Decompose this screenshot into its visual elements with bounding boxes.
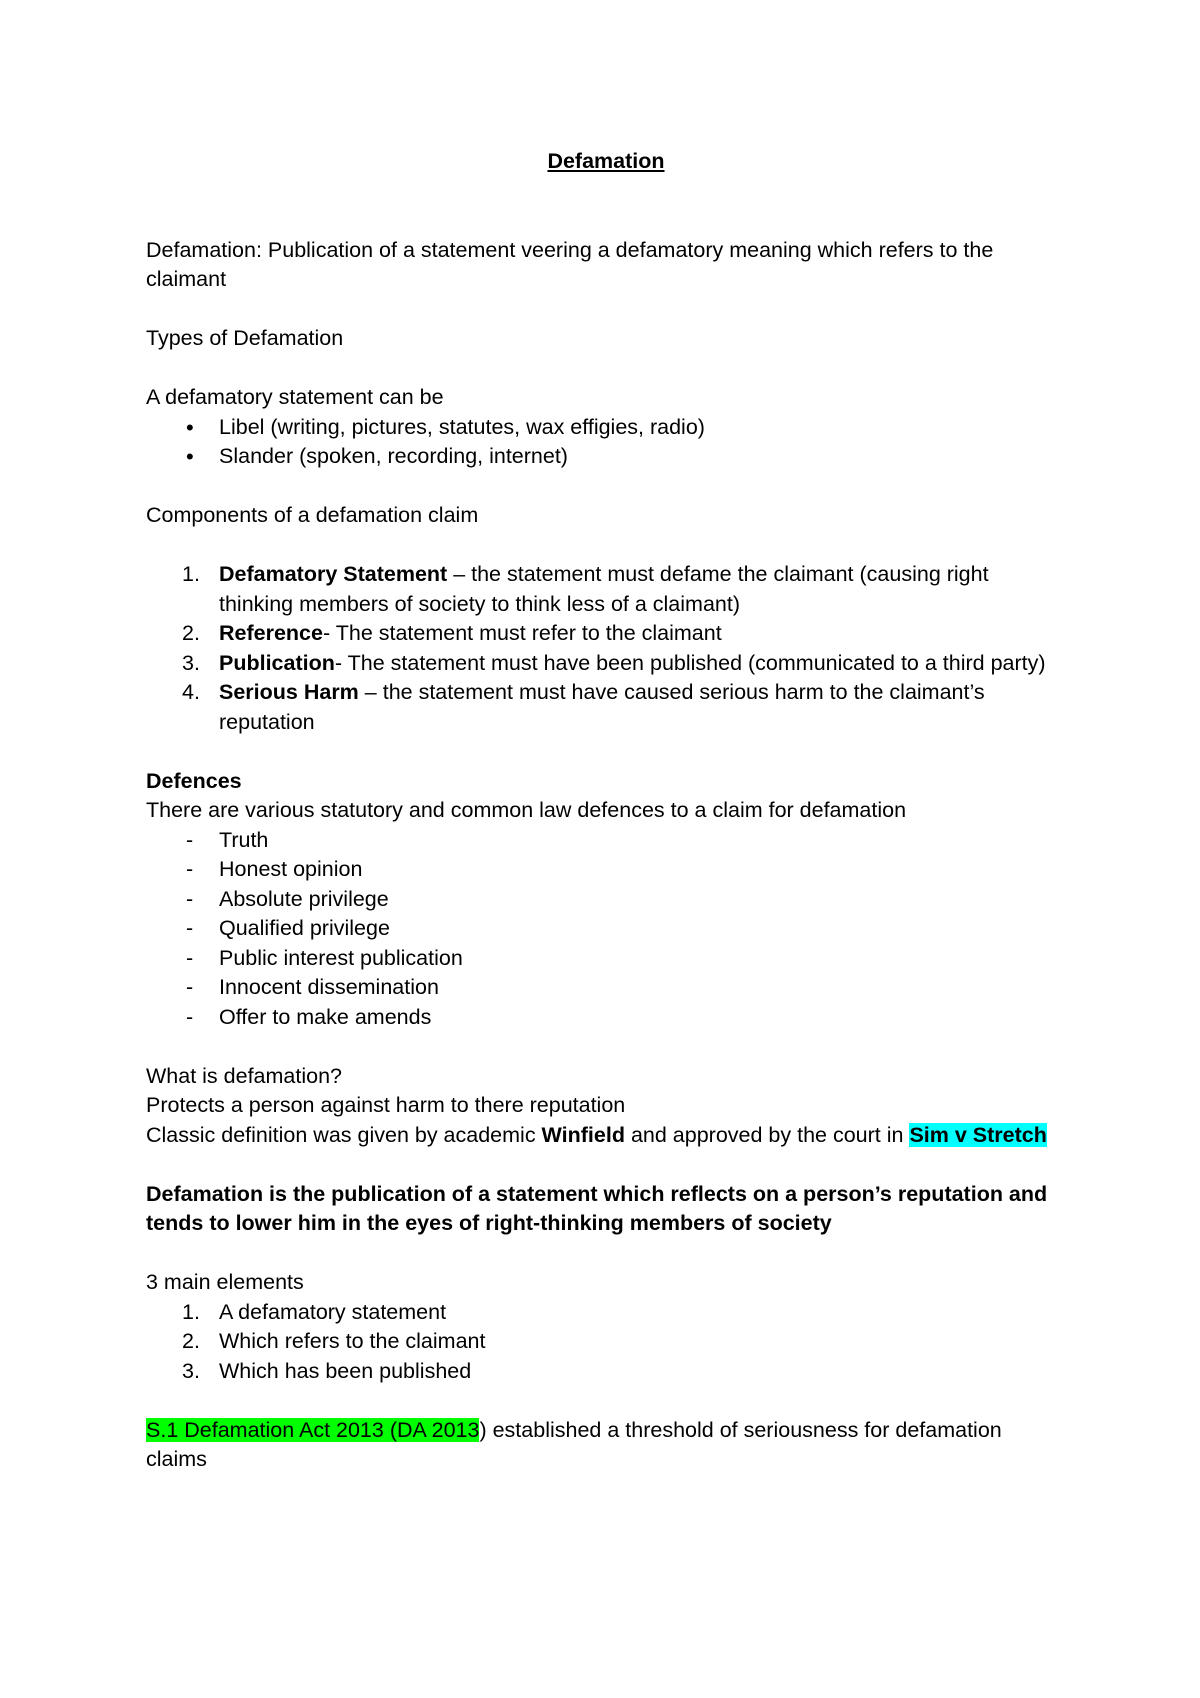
list-number: 4. [182,680,200,704]
element-text: Which has been published [219,1358,472,1383]
list-item: - Qualified privilege [146,914,1066,944]
component-term: Reference [219,621,323,645]
list-item: - Public interest publication [146,944,1066,974]
list-number: 2. [182,621,200,645]
statement-types-list [146,413,1066,472]
case-name-highlight: Sim v Stretch [909,1122,1047,1147]
component-text: – the statement must have caused serious harm to the claimant’s reputation [219,680,985,734]
winfield-name: Winfield [541,1122,625,1147]
list-item: - Honest opinion [146,855,1066,885]
components-heading: Components of a defamation claim [146,503,479,527]
component-text: – the statement must defame the claimant (causing right thinking members of society to think less of a claimant) [219,562,989,616]
list-item [146,649,1066,679]
classic-pre-text: Classic definition was given by academic [146,1122,542,1147]
element-text: A defamatory statement [219,1299,447,1324]
list-number: 3. [182,650,200,675]
statute-highlight: S.1 Defamation Act 2013 (DA 2013 [146,1417,480,1442]
list-item [146,1357,1066,1387]
elements-list [146,1298,1066,1387]
defences-list [146,826,1066,1033]
protects-line: Protects a person against harm to there reputation [146,1093,626,1117]
list-item [146,1298,1066,1328]
list-item [146,619,1066,649]
list-item: - Offer to make amends [146,1003,1066,1033]
component-term: Defamatory Statement [219,562,448,586]
component-term: Publication [219,650,335,675]
classic-mid-text: and approved by the court in [624,1122,910,1147]
classic-definition-line [146,1121,1066,1151]
list-number: 3. [182,1358,200,1383]
list-item: - Innocent dissemination [146,973,1066,1003]
document-title: Defamation [547,149,665,173]
list-item: - Absolute privilege [146,885,1066,915]
component-text: - The statement must refer to the claimant [322,621,722,645]
list-item [146,1327,1066,1357]
list-number: 1. [182,562,200,586]
components-list [146,560,1066,737]
defences-heading: Defences [146,768,242,793]
types-heading: Types of Defamation [146,326,344,350]
bold-definition: Defamation is the publication of a statement which reflects on a person’s reputation and tends to lower him in the eyes of right-thinking members of society [146,1181,1048,1235]
statute-paragraph [146,1416,1066,1475]
element-text: Which refers to the claimant [219,1329,486,1353]
list-item: - Truth [146,826,1066,856]
component-text: - The statement must have been published (communicated to a third party) [334,650,1046,675]
list-item: • Libel (writing, pictures, statutes, wax effigies, radio) [146,413,1066,443]
what-is-question: What is defamation? [146,1063,342,1088]
statement-intro: A defamatory statement can be [146,385,444,409]
list-item [146,560,1066,619]
list-number: 1. [182,1299,200,1324]
component-term: Serious Harm [219,680,359,704]
list-item [146,678,1066,737]
list-item: • Slander (spoken, recording, internet) [146,442,1066,472]
elements-heading: 3 main elements [146,1270,304,1294]
document-page [146,147,1066,1475]
definition-paragraph: Defamation: Publication of a statement veering a defamatory meaning which refers to the claimant [146,237,994,291]
list-number: 2. [182,1329,200,1353]
statute-rest-text: ) established a threshold of seriousness for defamation claims [146,1417,1002,1471]
defences-intro: There are various statutory and common law defences to a claim for defamation [146,798,907,822]
